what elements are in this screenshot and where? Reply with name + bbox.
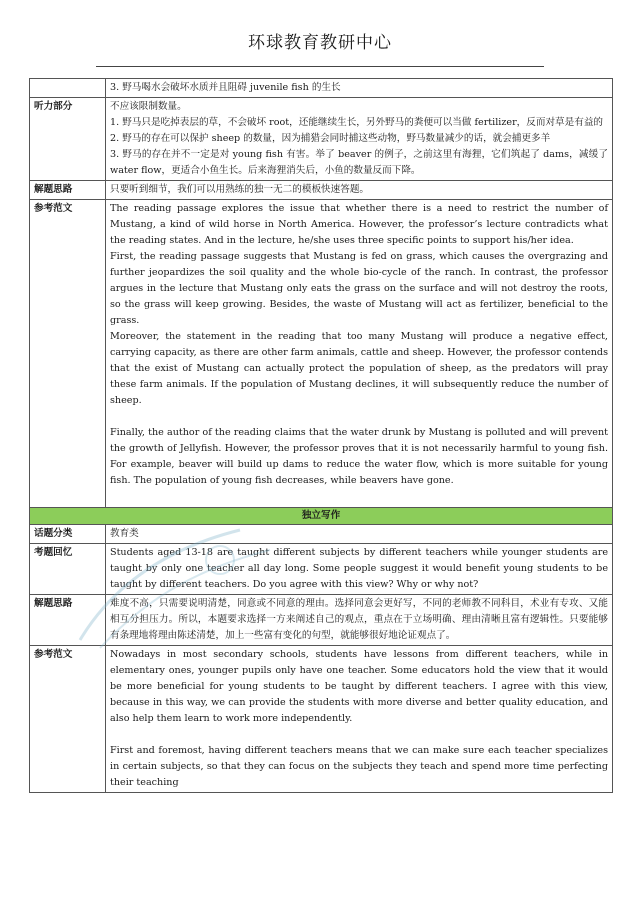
essay-paragraph: The reading passage explores the issue that whether there is a need to restrict the number of Mustang, a kind of wild horse in North America. However, the professor’s lecture contradicts what the reading states. And in the lecture, he/she uses three specific points to support his/her idea. [110,203,608,246]
row-topic [30,525,613,544]
row-content [106,98,613,181]
row-content: 难度不高，只需要说明清楚，同意或不同意的理由。选择同意会更好写，不同的老师教不同科目，术业有专攻、又能相互分担压力。所以，本题要求选择一方来阐述自己的观点，重点在于立场明确、理由清晰且富有逻辑性。只要能够有条理地将理由陈述清楚，加上一些富有变化的句型，就能够很好地论证观点了。 [106,595,613,646]
row-question-recall [30,544,613,595]
essay-paragraph: First, the reading passage suggests that Mustang is fed on grass, which causes the overgrazing and further jeopardizes the soil quality and the whole bio-cycle of the ranch. In contrast, the professor argues in the lecture that Mustang only eats the grass on the surface and will not destroy the roots, so the grass will keep growing. Besides, the waste of Mustang will act as fertilizer, beneficial to the grass. [110,251,608,326]
section-title: 独立写作 [30,508,613,525]
essay-paragraph: Finally, the author of the reading claims that the water drunk by Mustang is polluted and will prevent the growth of Jellyfish. However, the professor proves that it is not necessarily harmful to young fish. For example, beaver will build up dams to reduce the water flow, which is more suitable for young fish. The population of young fish decreases, while beavers have gone. [110,427,608,486]
row-content [106,646,613,793]
row-label: 参考范文 [30,200,106,508]
listening-line: 3. 野马的存在并不一定是对 young fish 有害。举了 beaver 的例子，之前这里有海狸，它们筑起了 dams，减缓了 water flow，更适合小鱼生长。后来海狸消失后，小鱼的数量反而下降。 [110,149,608,176]
row-content: 只要听到细节，我们可以用熟练的独一无二的模板快速答题。 [106,181,613,200]
row-content: Students aged 13-18 are taught different subjects by different teachers while younger students are taught by only one teacher all day long. Some people suggest it would benefit young students to be taught by different teachers. Do you agree with this view? Why or why not? [106,544,613,595]
essay-paragraph: Nowadays in most secondary schools, students have lessons from different teachers, while in elementary ones, younger pupils only have one teacher. Some educators hold the view that it would be more beneficial for young students to be taught by different teachers. I agree with this view, because in this way, we can provide the students with more diverse and better quality education, and also help them learn to work more independently. [110,649,608,724]
row-approach-1 [30,181,613,200]
row-reading-tail [30,79,613,98]
row-sample-essay-2 [30,646,613,793]
essay-paragraph: Moreover, the statement in the reading that too many Mustang will produce a negative effect, carrying capacity, as there are other farm animals, cattle and sheep. However, the professor contends that the exist of Mustang can actually protect the population of sheep, as the predators will pray these farm animals. If the population of Mustang declines, it will subsequently reduce the number of sheep. [110,331,608,406]
section-header-independent-writing [30,508,613,525]
row-label [30,79,106,98]
header-divider [96,66,544,67]
row-listening [30,98,613,181]
listening-line: 2. 野马的存在可以保护 sheep 的数量，因为捕猎会同时捕这些动物，野马数量减少的话，就会捕更多羊 [110,133,551,144]
row-sample-essay-1 [30,200,613,508]
row-label: 解题思路 [30,595,106,646]
row-label: 参考范文 [30,646,106,793]
row-label: 话题分类 [30,525,106,544]
row-label: 解题思路 [30,181,106,200]
row-approach-2 [30,595,613,646]
row-content [106,200,613,508]
listening-line: 1. 野马只是吃掉表层的草，不会破坏 root，还能继续生长，另外野马的粪便可以当做 fertilizer，反而对草是有益的 [110,117,604,128]
essay-paragraph: First and foremost, having different teachers means that we can make sure each teacher specializes in certain subjects, so that they can focus on the subjects they teach and spend more time perfecting their teaching [110,745,608,788]
row-label: 考题回忆 [30,544,106,595]
reading-point-3: 3. 野马喝水会破坏水质并且阻碍 juvenile fish 的生长 [110,82,341,93]
page-header-title: 环球教育教研中心 [248,33,392,53]
row-content: 教育类 [106,525,613,544]
listening-line: 不应该限制数量。 [110,101,187,112]
document-table [29,78,613,793]
row-label: 听力部分 [30,98,106,181]
row-content [106,79,613,98]
